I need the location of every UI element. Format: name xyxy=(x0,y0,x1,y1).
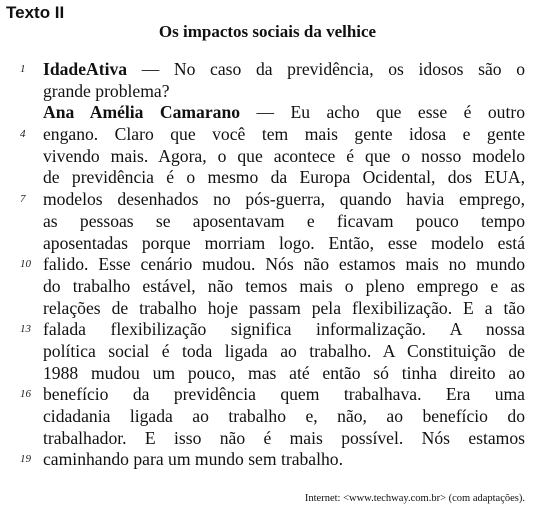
line-text: relações de trabalho hoje passam pela flexibilização. E a tão xyxy=(43,297,525,318)
line-text: de previdência é o mesmo da Europa Ocidental, dos EUA, xyxy=(43,167,525,188)
text-title: Os impactos sociais da velhice xyxy=(158,22,377,41)
line-text: modelos desenhados no pós-guerra, quando havia emprego, xyxy=(43,189,525,210)
text-line-19 xyxy=(20,449,525,471)
text-line-4 xyxy=(20,124,525,146)
text-line-8 xyxy=(43,211,525,233)
text-line-13 xyxy=(20,319,525,341)
text-line-11 xyxy=(43,276,525,298)
text-line-18 xyxy=(43,428,525,450)
line-text: — No caso da previdência, os idosos são o xyxy=(127,59,525,79)
speaker-name: IdadeAtiva xyxy=(43,59,128,79)
line-text: trabalhador. E isso não é mais possível. Nós estamos xyxy=(43,427,525,448)
text-line-14 xyxy=(43,341,525,363)
text-line-6 xyxy=(43,167,525,189)
line-text: cidadania ligada ao trabalho e, não, ao benefício do xyxy=(43,406,525,426)
line-text: caminhando para um mundo sem trabalho. xyxy=(43,449,343,470)
speaker-name: Ana Amélia Camarano xyxy=(43,102,241,123)
line-number: 1 xyxy=(20,63,26,75)
line-number: 16 xyxy=(20,388,31,401)
text-line-9 xyxy=(43,233,525,255)
line-text: 1988 mudou um pouco, mas até então só tinha direito ao xyxy=(43,362,525,383)
line-number: 19 xyxy=(20,453,31,466)
text-line-16 xyxy=(20,384,525,406)
line-number: 10 xyxy=(20,258,31,271)
line-text: do trabalho estável, não temos mais o pleno emprego e as xyxy=(43,275,525,296)
text-line-3 xyxy=(43,102,525,124)
line-number: 4 xyxy=(20,128,26,141)
line-text: falido. Esse cenário mudou. Nós não estamos mais no mundo xyxy=(43,254,525,275)
text-line-10 xyxy=(20,254,525,276)
text-line-1 xyxy=(20,59,525,81)
text-line-5 xyxy=(43,146,525,168)
line-text: engano. Claro que você tem mais gente idosa e gente xyxy=(43,124,525,145)
line-text: — Eu acho que esse é outro xyxy=(240,102,525,123)
text-body xyxy=(20,59,525,471)
line-text: vivendo mais. Agora, o que acontece é que o nosso modelo xyxy=(43,145,525,166)
line-number: 7 xyxy=(20,193,26,206)
text-line-17 xyxy=(43,406,525,428)
text-line-2 xyxy=(43,81,525,103)
line-text: falada flexibilização significa informalização. A nossa xyxy=(43,319,525,340)
line-text: grande problema? xyxy=(43,80,170,101)
section-label: Texto II xyxy=(6,3,65,22)
text-line-15 xyxy=(43,363,525,385)
source-citation: Internet: <www.techway.com.br> (com adaptações). xyxy=(304,493,525,504)
text-line-12 xyxy=(43,298,525,320)
text-line-7 xyxy=(20,189,525,211)
line-number: 13 xyxy=(20,323,31,336)
line-text: benefício da previdência quem trabalhava. Era uma xyxy=(43,384,525,405)
line-text: as pessoas se aposentavam e ficavam pouco tempo xyxy=(43,210,525,231)
line-text: política social é toda ligada ao trabalho. A Constituição de xyxy=(43,340,525,361)
line-text: aposentadas porque morriam logo. Então, esse modelo está xyxy=(43,232,525,253)
